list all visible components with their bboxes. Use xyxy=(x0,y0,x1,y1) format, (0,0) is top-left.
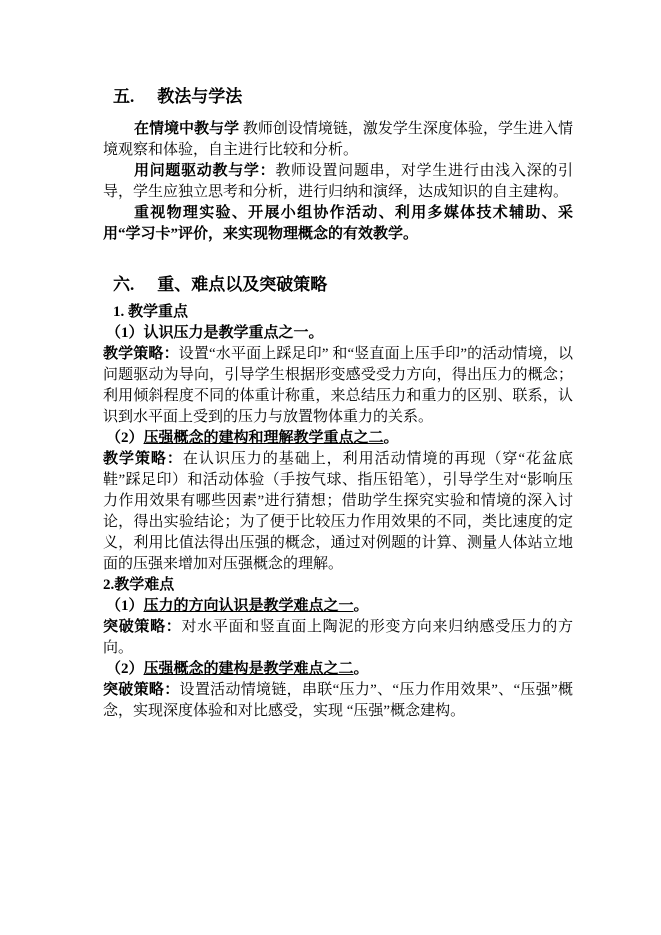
section-6-title: 重、难点以及突破策略 xyxy=(157,275,328,294)
difficulty-underlined: 压强概念的建构是教学难点之二 xyxy=(143,661,354,677)
subheading-teaching-key-points: 1. 教学重点 xyxy=(113,304,189,320)
section-5-heading xyxy=(103,86,573,108)
difficulty-prefix: （1） xyxy=(106,598,144,614)
strategy-lead: 教学策略： xyxy=(103,451,183,467)
key-point-prefix: （2） xyxy=(106,430,144,446)
strategy-text: 设置活动情境链，串联“压力”、“压力作用效果”、“压强”概念，实现深度体验和对比感受，实现 “压强”概念建构。 xyxy=(103,682,573,719)
section-5-title: 教法与学法 xyxy=(157,87,243,106)
paragraph-question-driven xyxy=(103,161,573,203)
key-point-text: （1）认识压力是教学重点之一。 xyxy=(106,325,324,341)
strategy-lead: 突破策略： xyxy=(103,682,180,698)
strategy-text: 对水平面和竖直面上陶泥的形变方向来归纳感受压力的方向。 xyxy=(103,619,573,656)
key-point-1 xyxy=(106,323,573,344)
difficulty-suffix: 。 xyxy=(353,598,369,614)
difficulty-1 xyxy=(106,596,573,617)
document-content xyxy=(103,86,573,722)
difficulty-prefix: （2） xyxy=(106,661,144,677)
difficulty-2 xyxy=(106,659,573,680)
section-6-number: 六. xyxy=(113,275,135,294)
paragraph-text: 教师创设情境链，激发学生深度体验，学生进入情境观察和体验，自主进行比较和分析。 xyxy=(103,121,573,158)
strategy-lead: 突破策略： xyxy=(103,619,182,635)
paragraph-situational-teaching xyxy=(103,119,573,161)
strategy-difficulty-2 xyxy=(103,680,573,722)
key-point-suffix: 。 xyxy=(383,430,399,446)
paragraph-lead: 用问题驱动教与学： xyxy=(134,163,276,179)
key-point-underlined: 压强概念的建构和理解教学重点之二 xyxy=(143,430,384,446)
strategy-key-point-2 xyxy=(103,449,573,575)
difficulty-suffix: 。 xyxy=(353,661,369,677)
difficulty-underlined: 压力的方向认识是教学难点之一 xyxy=(143,598,354,614)
key-point-2 xyxy=(106,428,573,449)
subheading-teaching-difficulties: 2.教学难点 xyxy=(103,577,175,593)
strategy-key-point-1 xyxy=(103,344,573,428)
paragraph-lead: 在情境中教与学 xyxy=(134,121,240,137)
paragraph-text: 重视物理实验、开展小组协作活动、利用多媒体技术辅助、采用“学习卡”评价，来实现物理概念的有效教学。 xyxy=(103,205,573,242)
strategy-difficulty-1 xyxy=(103,617,573,659)
paragraph-text: 教师设置问题串，对学生进行由浅入深的引导，学生应独立思考和分析，进行归纳和演绎，达成知识的自主建构。 xyxy=(103,163,573,200)
strategy-text: 在认识压力的基础上，利用活动情境的再现（穿“花盆底鞋”踩足印）和活动体验（手按气球、指压铅笔），引导学生对“影响压力作用效果有哪些因素”进行猜想；借助学生探究实验和情境的深入讨论，得出实验结论；为了便于比较压力作用效果的不同，类比速度的定义，利用比值法得出压强的概念，通过对例题的计算、测量人体站立地面的压强来增加对压强概念的理解。 xyxy=(103,451,573,572)
strategy-lead: 教学策略： xyxy=(103,346,179,362)
section-6-heading xyxy=(103,274,573,296)
strategy-text: 设置“水平面上踩足印” 和“竖直面上压手印”的活动情境，以问题驱动为导向，引导学生根据形变感受受力方向，得出压力的概念；利用倾斜程度不同的体重计称重，来总结压力和重力的区别、联系，认识到水平面上受到的压力与放置物体重力的关系。 xyxy=(103,346,573,425)
paragraph-physics-experiment xyxy=(103,203,573,245)
section-5-number: 五. xyxy=(113,87,135,106)
